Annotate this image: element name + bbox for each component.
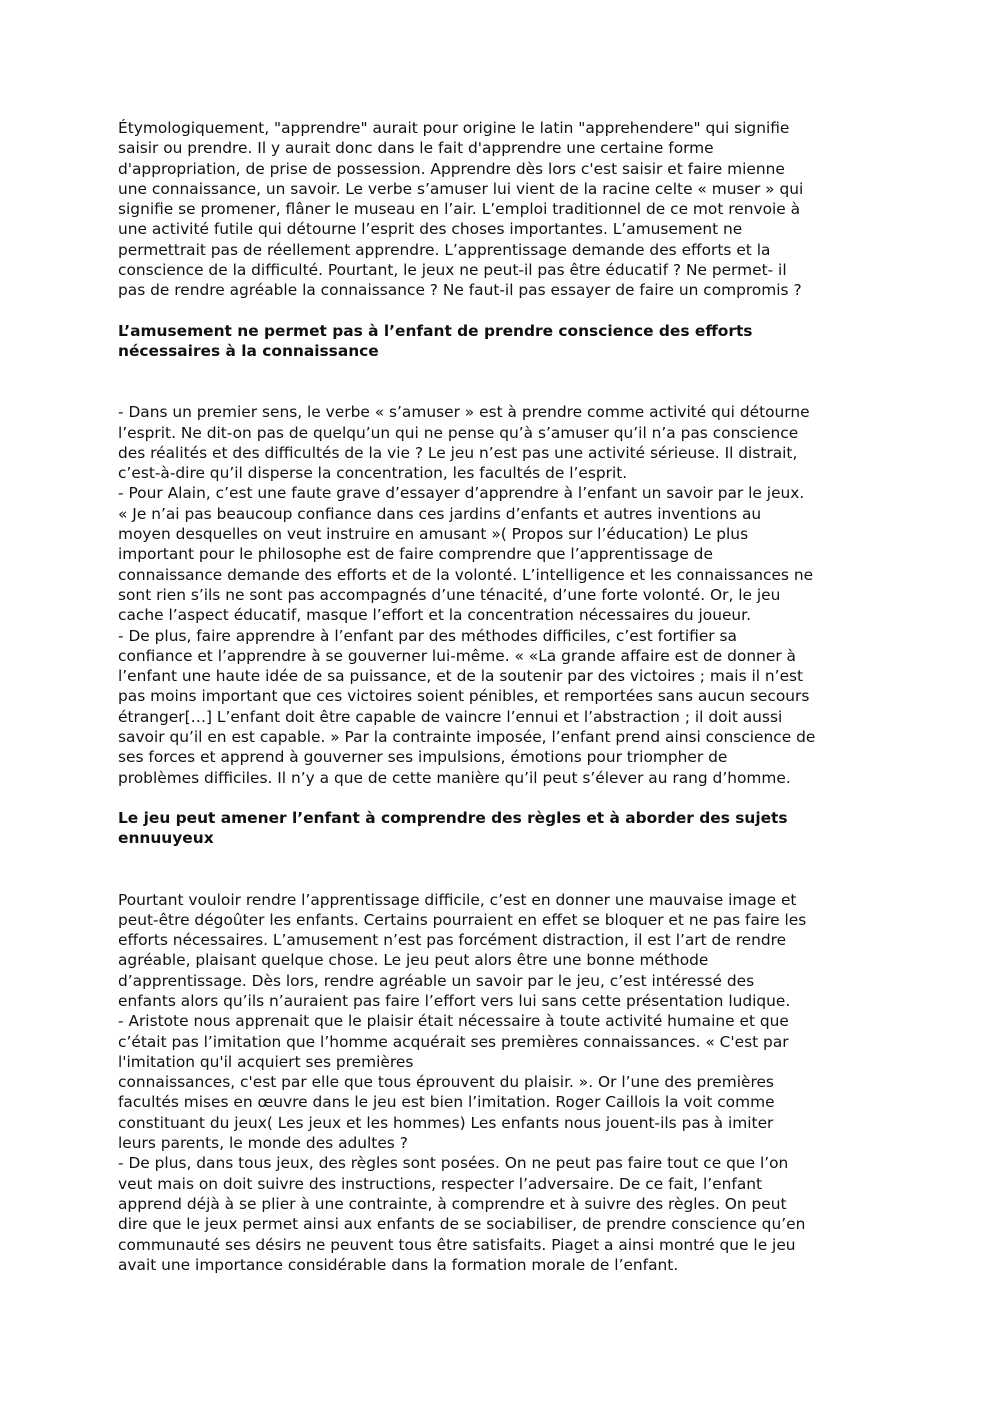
spacer [118,361,878,402]
text-line: constituant du jeux( Les jeux et les hommes) Les enfants nous jouent-ils pas à imiter [118,1113,774,1132]
text-line: ses forces et apprend à gouverner ses impulsions, émotions pour triompher de [118,748,728,767]
text-line: avait une importance considérable dans la formation morale de l’enfant. [118,1255,679,1274]
text-line: l’enfant une haute idée de sa puissance, et de la soutenir par des victoires ; mais il n’est [118,667,804,686]
spacer [118,788,878,808]
text-line: une activité futile qui détourne l’esprit des choses importantes. L’amusement ne [118,220,743,239]
text-line: agréable, plaisant quelque chose. Le jeu peut alors être une bonne méthode [118,951,709,970]
heading-line: Le jeu peut amener l’enfant à comprendre des règles et à aborder des sujets [118,808,788,827]
text-line: dire que le jeux permet ainsi aux enfants de se sociabiliser, de prendre conscience qu’en [118,1215,806,1234]
text-line: facultés mises en œuvre dans le jeu est bien l’imitation. Roger Caillois la voit comme [118,1093,775,1112]
spacer [118,301,878,321]
text-line: Pourtant vouloir rendre l’apprentissage difficile, c’est en donner une mauvaise image et [118,890,797,909]
text-line: pas de rendre agréable la connaissance ? Ne faut-il pas essayer de faire un compromis ? [118,281,802,300]
text-line: d’apprentissage. Dès lors, rendre agréable un savoir par le jeu, c’est intéressé des [118,971,755,990]
text-line: moyen desquelles on veut instruire en amusant »( Propos sur l’éducation) Le plus [118,525,749,544]
text-line: c’est-à-dire qu’il disperse la concentration, les facultés de l’esprit. [118,464,628,483]
section-heading-2 [118,808,878,849]
text-line: l’esprit. Ne dit-on pas de quelqu’un qui ne pense qu’à s’amuser qu’il n’a pas conscience [118,423,799,442]
text-line: étranger[…] L’enfant doit être capable de vaincre l’ennui et l’abstraction ; il doit aussi [118,707,783,726]
text-line: signifie se promener, flâner le museau en l’air. L’emploi traditionnel de ce mot renvoie à [118,200,801,219]
text-line: savoir qu’il en est capable. » Par la contrainte imposée, l’enfant prend ainsi conscience de [118,728,816,747]
text-line: apprend déjà à se plier à une contrainte, à comprendre et à suivre des règles. On peut [118,1194,787,1213]
section-body-1 [118,402,878,788]
text-line: connaissances, c'est par elle que tous éprouvent du plaisir. ». Or l’une des premières [118,1073,774,1092]
text-line: peut-être dégoûter les enfants. Certains pourraient en effet se bloquer et ne pas faire les [118,910,807,929]
heading-line: L’amusement ne permet pas à l’enfant de prendre conscience des efforts [118,321,753,340]
text-line: des réalités et des difficultés de la vie ? Le jeu n’est pas une activité sérieuse. Il distrait, [118,443,798,462]
text-line: d'appropriation, de prise de possession. Apprendre dès lors c'est saisir et faire mienne [118,159,785,178]
text-line: veut mais on doit suivre des instructions, respecter l’adversaire. De ce fait, l’enfant [118,1174,763,1193]
text-line: sont rien s’ils ne sont pas accompagnés d’une ténacité, d’une forte volonté. Or, le jeu [118,585,781,604]
text-line: « Je n’ai pas beaucoup confiance dans ces jardins d’enfants et autres inventions au [118,504,762,523]
text-line: - Dans un premier sens, le verbe « s’amuser » est à prendre comme activité qui détourne [118,403,810,422]
text-line: - De plus, faire apprendre à l’enfant par des méthodes difficiles, c’est fortifier sa [118,626,737,645]
text-line: cache l’aspect éducatif, masque l’effort et la concentration nécessaires du joueur. [118,606,751,625]
intro-paragraph [118,118,878,301]
text-line: c’était pas l’imitation que l’homme acquérait ses premières connaissances. « C'est par [118,1032,789,1051]
text-line: important pour le philosophe est de faire comprendre que l’apprentissage de [118,545,713,564]
section-body-2 [118,890,878,1276]
text-line: - Pour Alain, c’est une faute grave d’essayer d’apprendre à l’enfant un savoir par le jeux. [118,484,805,503]
text-line: - De plus, dans tous jeux, des règles sont posées. On ne peut pas faire tout ce que l’on [118,1154,789,1173]
text-line: pas moins important que ces victoires soient pénibles, et remportées sans aucun secours [118,687,810,706]
text-line: une connaissance, un savoir. Le verbe s’amuser lui vient de la racine celte « muser » qui [118,179,804,198]
text-line: leurs parents, le monde des adultes ? [118,1134,408,1153]
section-heading-1 [118,321,878,362]
text-line: communauté ses désirs ne peuvent tous être satisfaits. Piaget a ainsi montré que le jeu [118,1235,796,1254]
text-line: l'imitation qu'il acquiert ses premières [118,1052,414,1071]
text-line: enfants alors qu’ils n’auraient pas faire l’effort vers lui sans cette présentation ludique. [118,991,791,1010]
text-line: problèmes difficiles. Il n’y a que de cette manière qu’il peut s’élever au rang d’homme. [118,768,791,787]
text-line: Étymologiquement, "apprendre" aurait pour origine le latin "apprehendere" qui signifie [118,119,790,137]
text-line: - Aristote nous apprenait que le plaisir était nécessaire à toute activité humaine et que [118,1012,789,1031]
document-page [118,118,878,1275]
text-line: confiance et l’apprendre à se gouverner lui-même. « «La grande affaire est de donner à [118,646,796,665]
heading-line: ennuuyeux [118,829,214,848]
text-line: saisir ou prendre. Il y aurait donc dans le fait d'apprendre une certaine forme [118,139,714,158]
text-line: conscience de la difficulté. Pourtant, le jeux ne peut-il pas être éducatif ? Ne permet- il [118,261,787,280]
spacer [118,849,878,890]
text-line: permettrait pas de réellement apprendre. L’apprentissage demande des efforts et la [118,240,771,259]
text-line: connaissance demande des efforts et de la volonté. L’intelligence et les connaissances ne [118,565,814,584]
text-line: efforts nécessaires. L’amusement n’est pas forcément distraction, il est l’art de rendre [118,931,787,950]
heading-line: nécessaires à la connaissance [118,341,379,360]
